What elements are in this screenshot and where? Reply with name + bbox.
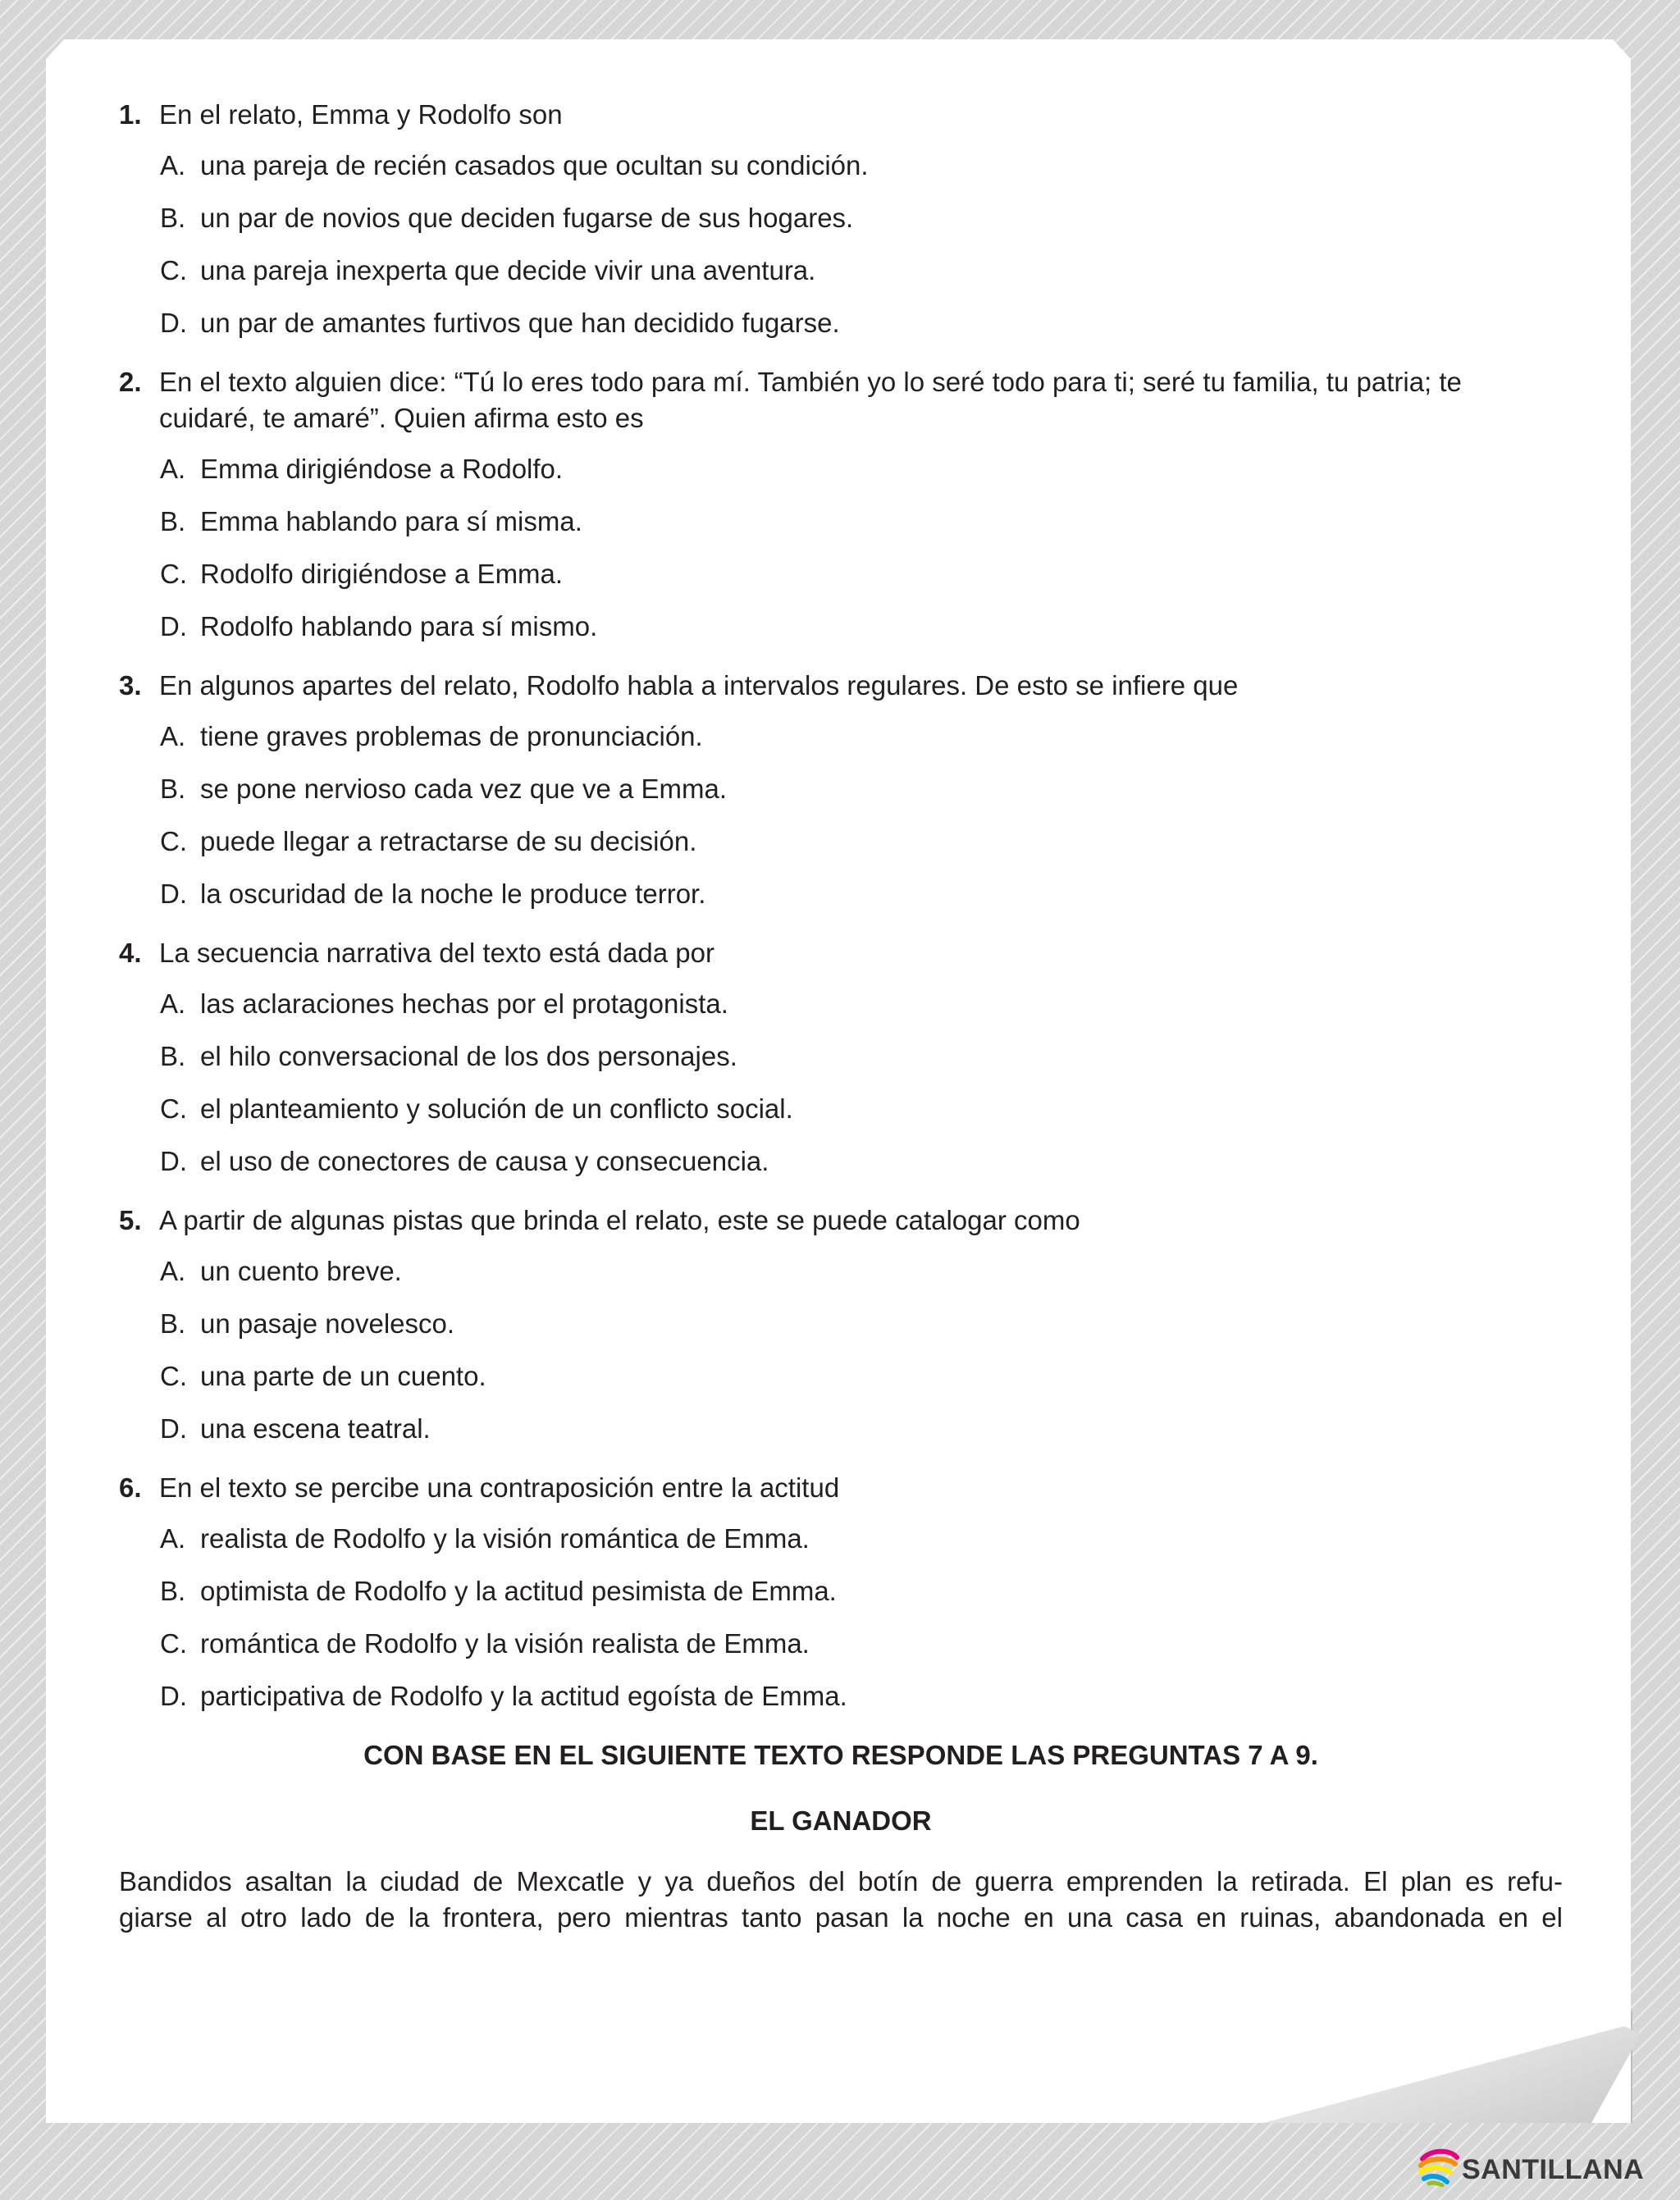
option-text: se pone nervioso cada vez que ve a Emma. xyxy=(200,774,728,804)
question-stem xyxy=(119,364,1563,436)
question-text: En el texto se percibe una contraposición entre la actitud xyxy=(159,1472,840,1503)
option-text: un pasaje novelesco. xyxy=(200,1308,455,1339)
question-number: 2. xyxy=(119,367,142,397)
question-stem xyxy=(119,935,1563,971)
option-text: romántica de Rodolfo y la visión realista de Emma. xyxy=(200,1628,810,1659)
question-3 xyxy=(119,668,1563,912)
option-text: tiene graves problemas de pronunciación. xyxy=(200,721,703,751)
option-text: las aclaraciones hechas por el protagonista. xyxy=(200,988,728,1019)
answer-option xyxy=(119,1253,1563,1289)
question-stem xyxy=(119,1470,1563,1506)
question-number: 1. xyxy=(119,99,142,130)
option-letter: B. xyxy=(160,1308,186,1339)
option-letter: C. xyxy=(160,255,187,285)
option-text: un cuento breve. xyxy=(200,1256,402,1286)
option-letter: D. xyxy=(160,308,187,338)
option-text: puede llegar a retractarse de su decisión. xyxy=(200,826,697,856)
answer-option xyxy=(119,1411,1563,1447)
option-text: una escena teatral. xyxy=(200,1413,431,1444)
answer-option xyxy=(119,556,1563,592)
answer-option xyxy=(119,1038,1563,1075)
option-letter: C. xyxy=(160,1361,187,1391)
answer-option xyxy=(119,771,1563,807)
option-letter: D. xyxy=(160,879,187,909)
answer-option xyxy=(119,451,1563,487)
option-letter: C. xyxy=(160,1093,187,1124)
option-text: el uso de conectores de causa y consecuencia. xyxy=(200,1146,769,1176)
instruction-heading: CON BASE EN EL SIGUIENTE TEXTO RESPONDE LAS PREGUNTAS 7 A 9. xyxy=(363,1740,1318,1770)
option-letter: B. xyxy=(160,203,186,233)
answer-option xyxy=(119,504,1563,540)
answer-option xyxy=(119,1143,1563,1180)
option-text: participativa de Rodolfo y la actitud egoísta de Emma. xyxy=(200,1681,847,1711)
option-text: una parte de un cuento. xyxy=(200,1361,486,1391)
question-number: 5. xyxy=(119,1205,142,1235)
option-text: optimista de Rodolfo y la actitud pesimista de Emma. xyxy=(200,1576,837,1606)
passage-line: Bandidos asaltan la ciudad de Mexcatle y ya dueños del botín de guerra emprenden la retirada. El plan es refu- xyxy=(119,1866,1563,1896)
page-content xyxy=(119,97,1563,1936)
answer-option xyxy=(119,1358,1563,1394)
option-letter: D. xyxy=(160,1413,187,1444)
passage-line: giarse al otro lado de la frontera, pero mientras tanto pasan la noche en una casa en ruinas, abandonada en el xyxy=(119,1902,1563,1933)
option-letter: A. xyxy=(160,1523,186,1554)
answer-option xyxy=(119,1678,1563,1714)
answer-option xyxy=(119,609,1563,645)
option-text: Emma dirigiéndose a Rodolfo. xyxy=(200,454,564,484)
question-text: La secuencia narrativa del texto está dada por xyxy=(159,938,714,968)
answer-option xyxy=(119,719,1563,755)
option-text: el hilo conversacional de los dos personajes. xyxy=(200,1041,737,1071)
question-6 xyxy=(119,1470,1563,1714)
option-letter: A. xyxy=(160,721,186,751)
option-letter: D. xyxy=(160,1146,187,1176)
option-letter: A. xyxy=(160,988,186,1019)
answer-option xyxy=(119,1306,1563,1342)
question-stem xyxy=(119,668,1563,704)
answer-option xyxy=(119,305,1563,341)
option-letter: C. xyxy=(160,826,187,856)
passage-text xyxy=(119,1864,1563,1936)
option-text: el planteamiento y solución de un conflicto social. xyxy=(200,1093,793,1124)
question-text: En algunos apartes del relato, Rodolfo habla a intervalos regulares. De esto se infiere que xyxy=(159,670,1239,701)
option-text: Emma hablando para sí misma. xyxy=(200,506,582,536)
answer-option xyxy=(119,148,1563,184)
question-list xyxy=(119,97,1563,1714)
question-2 xyxy=(119,364,1563,645)
answer-option xyxy=(119,1091,1563,1127)
question-4 xyxy=(119,935,1563,1180)
option-letter: D. xyxy=(160,1681,187,1711)
option-text: una pareja de recién casados que ocultan su condición. xyxy=(200,150,869,180)
question-1 xyxy=(119,97,1563,341)
answer-option xyxy=(119,253,1563,289)
logo-text: SANTILLANA xyxy=(1462,2154,1645,2185)
option-letter: D. xyxy=(160,611,187,641)
santillana-swirl-icon xyxy=(1418,2148,1460,2187)
question-text: A partir de algunas pistas que brinda el relato, este se puede catalogar como xyxy=(159,1205,1080,1235)
answer-option xyxy=(119,200,1563,236)
answer-option xyxy=(119,1626,1563,1662)
option-letter: B. xyxy=(160,774,186,804)
option-text: realista de Rodolfo y la visión romántica de Emma. xyxy=(200,1523,810,1554)
answer-option xyxy=(119,1573,1563,1609)
santillana-logo xyxy=(1418,2148,1645,2187)
option-letter: A. xyxy=(160,454,186,484)
option-letter: C. xyxy=(160,559,187,589)
option-letter: C. xyxy=(160,1628,187,1659)
option-letter: A. xyxy=(160,1256,186,1286)
question-number: 4. xyxy=(119,938,142,968)
option-text: un par de novios que deciden fugarse de sus hogares. xyxy=(200,203,854,233)
option-text: una pareja inexperta que decide vivir una aventura. xyxy=(200,255,816,285)
option-letter: A. xyxy=(160,150,186,180)
answer-option xyxy=(119,1521,1563,1557)
option-text: un par de amantes furtivos que han decidido fugarse. xyxy=(200,308,840,338)
question-text: En el texto alguien dice: “Tú lo eres todo para mí. También yo lo seré todo para ti; seré tu familia, tu patria; te cuidaré, te amaré”. Quien afirma esto es xyxy=(159,367,1462,433)
answer-option xyxy=(119,986,1563,1022)
option-text: Rodolfo hablando para sí mismo. xyxy=(200,611,598,641)
option-text: la oscuridad de la noche le produce terror. xyxy=(200,879,706,909)
question-number: 3. xyxy=(119,670,142,701)
passage-title: EL GANADOR xyxy=(750,1805,932,1836)
option-letter: B. xyxy=(160,1576,186,1606)
question-number: 6. xyxy=(119,1472,142,1503)
question-5 xyxy=(119,1203,1563,1447)
question-text: En el relato, Emma y Rodolfo son xyxy=(159,99,563,130)
answer-option xyxy=(119,876,1563,912)
option-text: Rodolfo dirigiéndose a Emma. xyxy=(200,559,564,589)
question-stem xyxy=(119,97,1563,133)
question-stem xyxy=(119,1203,1563,1239)
answer-option xyxy=(119,824,1563,860)
option-letter: B. xyxy=(160,506,186,536)
option-letter: B. xyxy=(160,1041,186,1071)
